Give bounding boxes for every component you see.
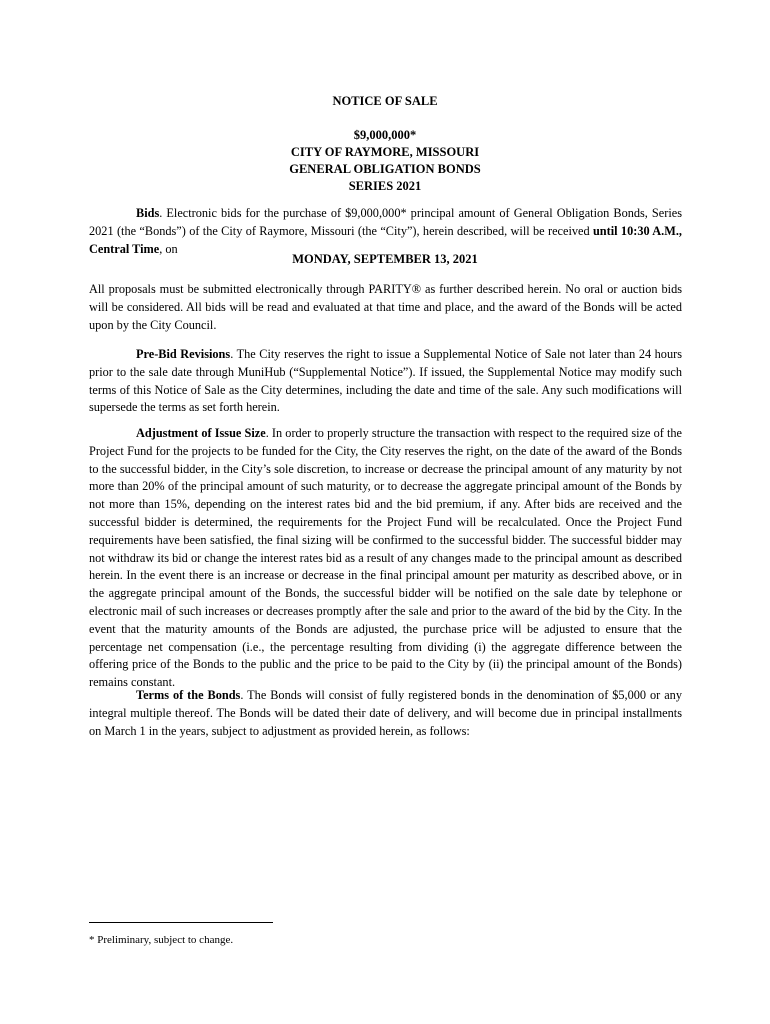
bond-series: SERIES 2021 (348, 179, 422, 193)
bids-deadline: until 10:30 A.M., Central Time (89, 223, 682, 256)
notice-of-sale-heading: NOTICE OF SALE (332, 94, 438, 108)
adjustment-paragraph (89, 425, 682, 692)
footnote-divider (89, 922, 273, 923)
bids-text-end: , on (159, 241, 178, 256)
issuer-name: CITY OF RAYMORE, MISSOURI (290, 145, 480, 159)
adjustment-text: . In order to properly structure the transaction with respect to the required size of the Project Fund for the projects to be funded for the City, the City reserves the right, on the date of the award of the Bonds to the successful bidder, in the City’s sole discretion, to increase or decrease the principal amount of any maturity by not more than 20% of the principal amount of such maturity, or to decrease the aggregate principal amount of the Bonds by not more than 15%, depending on the interest rates bid and the bid premium, if any. After bids are received and the successful bidder is determined, the requirements for the Project Fund will be recalculated. Once the Project Fund requirements have been satisfied, the final sizing will be confirmed to the successful bidder. The successful bidder may not withdraw its bid or change the interest rates bid as a result of any changes made to the principal amount as described herein. In the event there is an increase or decrease in the final principal amount per maturity as described above, or in the aggregate principal amount of the Bonds, the successful bidder will be notified on the sale date by telephone or electronic mail of such increases or decreases promptly after the sale and prior to the award of the bid by the City. In the event that the maturity amounts of the Bonds are adjusted, the purchase price will be adjusted to ensure that the percentage net compensation (i.e., the percentage resulting from dividing (i) the aggregate difference between the offering price of the Bonds to the public and the price to be paid to the City by (ii) the principal amount of the Bonds) remains constant. (89, 426, 682, 690)
terms-paragraph (89, 687, 682, 740)
proposals-paragraph: All proposals must be submitted electronically through PARITY® as further described herein. No oral or auction bids will be considered. All bids will be read and evaluated at that time and place, and the award of the Bonds will be acted upon by the City Council. (89, 282, 682, 332)
prebid-text: . The City reserves the right to issue a Supplemental Notice of Sale not later than 24 hours prior to the sale date through MuniHub (“Supplemental Notice”). If issued, the Supplemental Notice may modify such terms of this Notice of Sale as the City determines, including the date and time of the sale. Any such modifications will supersede the terms as set forth herein. (89, 347, 682, 415)
bond-amount: $9,000,000* (353, 128, 417, 142)
footnote: * Preliminary, subject to change. (89, 934, 234, 946)
bids-heading: Bids (136, 206, 160, 220)
terms-text: . The Bonds will consist of fully registered bonds in the denomination of $5,000 or any integral multiple thereof. The Bonds will be dated their date of delivery, and will become due in principal installments on March 1 in the years, subject to adjustment as provided herein, as follows: (89, 688, 682, 738)
sale-date-text: MONDAY, SEPTEMBER 13, 2021 (292, 252, 478, 266)
prebid-heading: Pre-Bid Revisions (136, 347, 231, 361)
bids-text: . Electronic bids for the purchase of $9,000,000* principal amount of General Obligation Bonds, Series 2021 (the “Bonds”) of the City of Raymore, Missouri (the “City”), herein described, will be received (89, 206, 682, 238)
sale-date (0, 251, 770, 268)
terms-heading: Terms of the Bonds (136, 688, 241, 702)
bond-title-block (0, 127, 770, 195)
adjustment-heading: Adjustment of Issue Size (136, 426, 266, 440)
notice-title (0, 93, 770, 110)
bond-type: GENERAL OBLIGATION BONDS (289, 162, 481, 176)
prebid-paragraph (89, 346, 682, 417)
